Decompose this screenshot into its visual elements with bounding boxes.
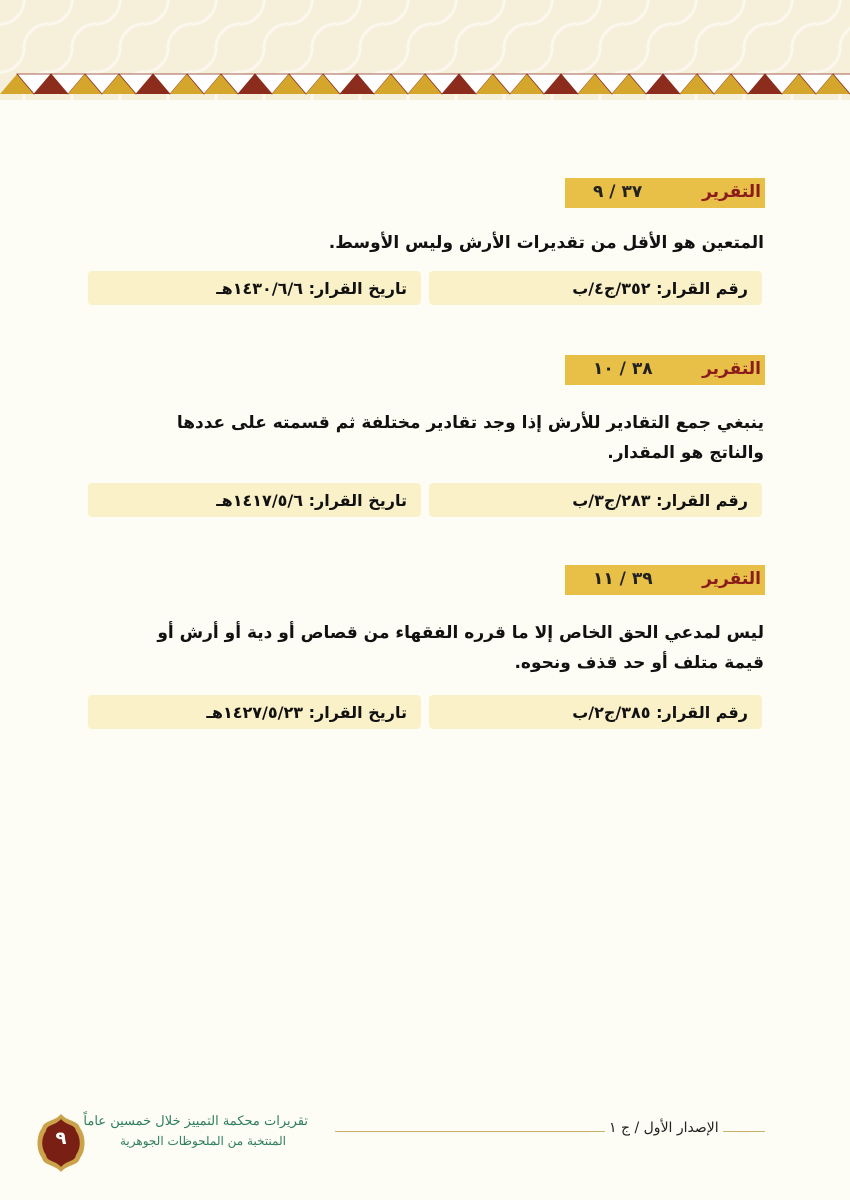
report-text-line: المتعين هو الأقل من تقديرات الأرش وليس الأوسط.	[328, 233, 764, 253]
decision-number: رقم القرار: ٢٨٣/ج٣/ب	[572, 491, 748, 510]
decision-date-box	[88, 271, 421, 305]
decision-date: تاريخ القرار: ١٤١٧/٥/٦هـ	[216, 491, 407, 510]
report-badge	[565, 355, 765, 385]
report-text-line: والناتج هو المقدار.	[607, 443, 764, 463]
report-text-line: ينبغي جمع التقادير للأرش إذا وجد تقادير مختلفة ثم قسمته على عددها	[176, 413, 764, 433]
decision-date: تاريخ القرار: ١٤٣٠/٦/٦هـ	[216, 279, 407, 298]
decorative-header	[0, 0, 850, 100]
decision-date-box	[88, 483, 421, 517]
report-badge-number: ٣٧ / ٩	[593, 182, 643, 202]
decision-number: رقم القرار: ٣٥٢/ج٤/ب	[572, 279, 748, 298]
report-badge-number: ٣٩ / ١١	[593, 569, 653, 589]
report-badge-title: التقرير	[702, 359, 761, 379]
decision-number: رقم القرار: ٣٨٥/ج٢/ب	[572, 703, 748, 722]
report-text	[88, 408, 764, 468]
book-logo	[83, 1112, 308, 1150]
report-text	[88, 618, 764, 678]
page-number: ٩	[55, 1128, 67, 1149]
report-badge-title: التقرير	[702, 182, 761, 202]
decision-date-box	[88, 695, 421, 729]
zigzag-border-icon	[0, 70, 850, 96]
report-text-line: ليس لمدعي الحق الخاص إلا ما قرره الفقهاء من قصاص أو دية أو أرش أو	[157, 623, 764, 643]
decision-date: تاريخ القرار: ١٤٢٧/٥/٢٣هـ	[206, 703, 407, 722]
decision-number-box	[429, 271, 762, 305]
report-badge-title: التقرير	[702, 569, 761, 589]
report-badge	[565, 178, 765, 208]
report-text	[88, 228, 764, 258]
decision-number-box	[429, 483, 762, 517]
report-badge-number: ٣٨ / ١٠	[593, 359, 653, 379]
part-label: الإصدار الأول / ج ١	[605, 1120, 723, 1136]
logo-title: تقريرات محكمة التمييز خلال خمسين عاماً	[83, 1114, 308, 1129]
decision-number-box	[429, 695, 762, 729]
logo-subtitle: المنتخبة من الملحوظات الجوهرية	[120, 1134, 286, 1148]
report-badge	[565, 565, 765, 595]
report-text-line: قيمة متلف أو حد قذف ونحوه.	[514, 653, 764, 673]
